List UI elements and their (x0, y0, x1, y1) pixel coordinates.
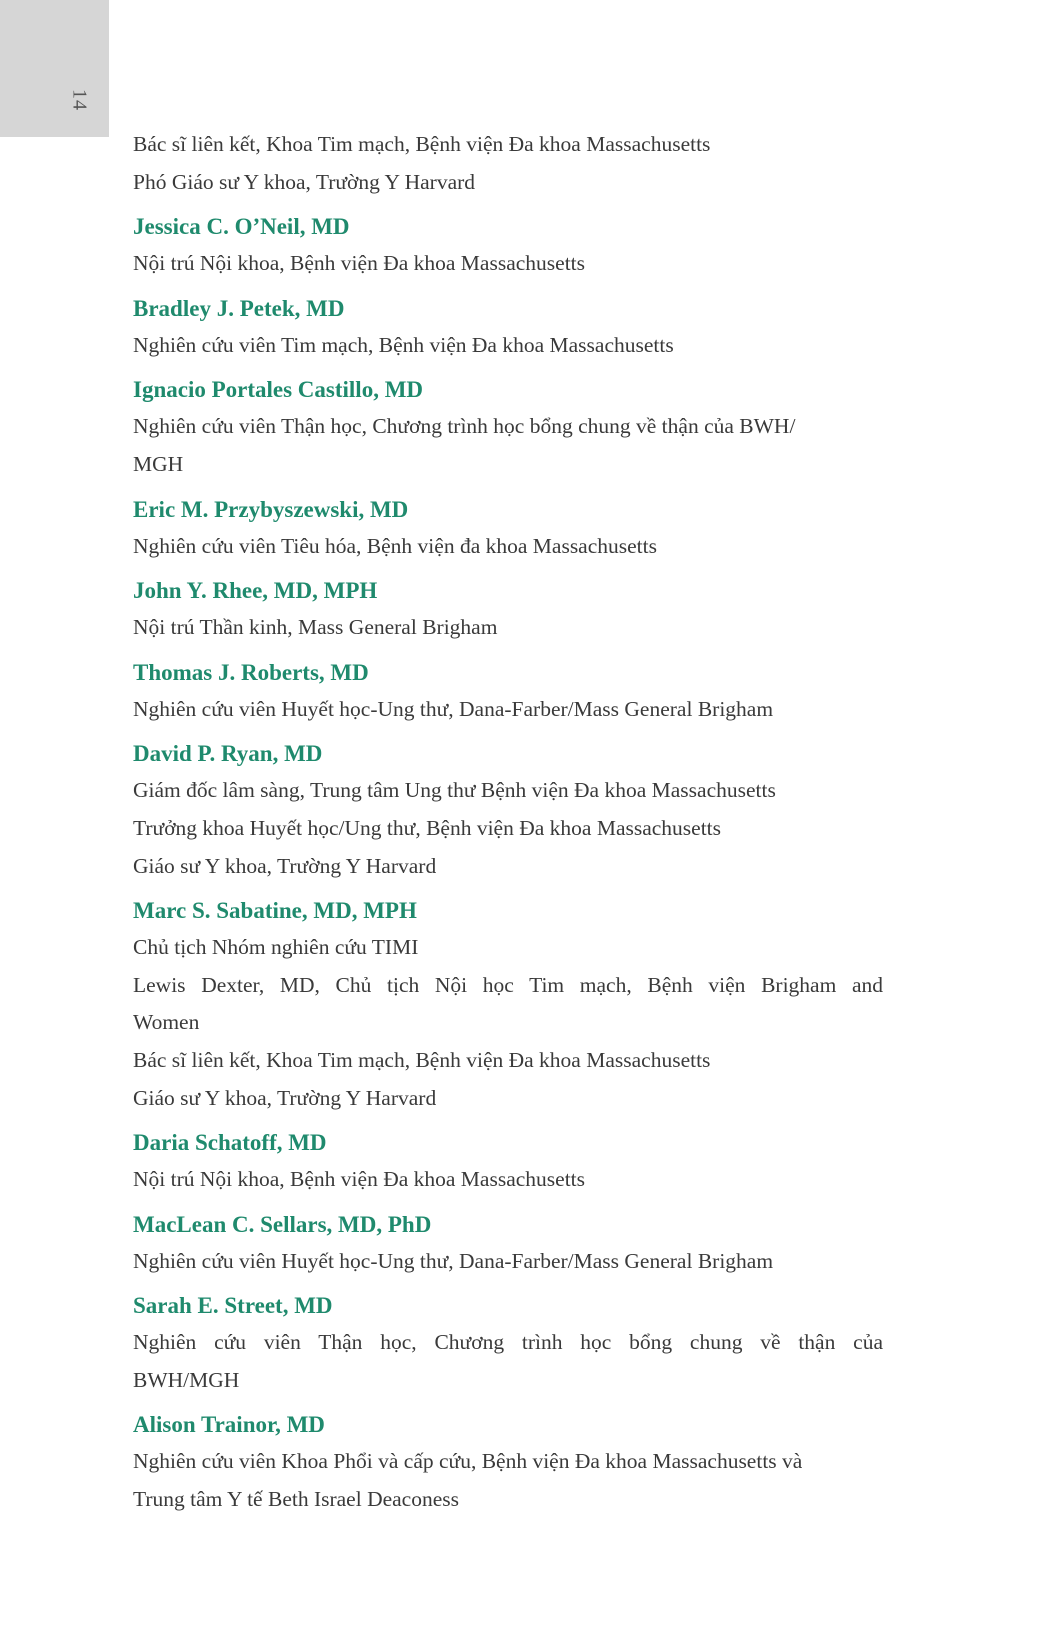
contributor-affiliation: Giáo sư Y khoa, Trường Y Harvard (133, 853, 437, 878)
contributor-affiliation: Nghiên cứu viên Huyết học-Ung thư, Dana-Farber/Mass General Brigham (133, 696, 774, 721)
contributor-affiliation: Trưởng khoa Huyết học/Ung thư, Bệnh viện Đa khoa Massachusetts (133, 815, 722, 840)
contributor-name: Sarah E. Street, MD (133, 1293, 333, 1319)
lead-line: Bác sĩ liên kết, Khoa Tim mạch, Bệnh viện Đa khoa Massachusetts (133, 132, 711, 156)
contributor-affiliation: Nghiên cứu viên Tiêu hóa, Bệnh viện đa khoa Massachusetts (133, 533, 657, 558)
contributor-affiliation: Nghiên cứu viên Thận học, Chương trình học bổng chung về thận của (133, 1330, 883, 1355)
contributor-affiliation: Women (133, 1010, 200, 1035)
page-number-tab (0, 0, 109, 137)
contributor-name: Eric M. Przybyszewski, MD (133, 496, 409, 522)
contributor-name: Daria Schatoff, MD (133, 1130, 327, 1156)
contributor-name: Thomas J. Roberts, MD (133, 659, 369, 685)
contributor-name: MacLean C. Sellars, MD, PhD (133, 1211, 432, 1237)
contributor-name: Alison Trainor, MD (133, 1412, 325, 1438)
contributor-affiliation: Trung tâm Y tế Beth Israel Deaconess (133, 1487, 460, 1512)
contributor-name: Bradley J. Petek, MD (133, 295, 345, 321)
contributor-affiliation: Giám đốc lâm sàng, Trung tâm Ung thư Bệnh viện Đa khoa Massachusetts (133, 778, 776, 803)
contributor-name: David P. Ryan, MD (133, 741, 323, 767)
contributor-affiliation: Giáo sư Y khoa, Trường Y Harvard (133, 1085, 437, 1110)
lead-line: Phó Giáo sư Y khoa, Trường Y Harvard (133, 169, 476, 194)
contributor-affiliation: Nội trú Nội khoa, Bệnh viện Đa khoa Massachusetts (133, 1167, 586, 1192)
contributor-name: Marc S. Sabatine, MD, MPH (133, 898, 417, 924)
contributor-name: Jessica C. O’Neil, MD (133, 214, 350, 240)
contributor-affiliation: Nội trú Nội khoa, Bệnh viện Đa khoa Massachusetts (133, 251, 586, 276)
page-number: 14 (68, 89, 91, 111)
contributor-affiliation: Nghiên cứu viên Tim mạch, Bệnh viện Đa khoa Massachusetts (133, 332, 674, 357)
contributor-affiliation: BWH/MGH (133, 1367, 240, 1392)
contributor-affiliation: MGH (133, 451, 184, 476)
contributor-name: Ignacio Portales Castillo, MD (133, 377, 424, 403)
contributor-affiliation: Nghiên cứu viên Huyết học-Ung thư, Dana-Farber/Mass General Brigham (133, 1248, 774, 1273)
contributor-list (133, 126, 883, 1519)
contributor-affiliation: Nghiên cứu viên Thận học, Chương trình học bổng chung về thận của BWH/ (133, 414, 796, 439)
contributor-affiliation: Nghiên cứu viên Khoa Phổi và cấp cứu, Bệnh viện Đa khoa Massachusetts và (133, 1449, 803, 1474)
contributor-affiliation: Nội trú Thần kinh, Mass General Brigham (133, 615, 498, 640)
contributor-name: John Y. Rhee, MD, MPH (133, 578, 378, 604)
contributor-affiliation: Lewis Dexter, MD, Chủ tịch Nội học Tim mạch, Bệnh viện Brigham and (133, 972, 883, 997)
contributor-affiliation: Chủ tịch Nhóm nghiên cứu TIMI (133, 935, 419, 960)
contributor-affiliation: Bác sĩ liên kết, Khoa Tim mạch, Bệnh viện Đa khoa Massachusetts (133, 1047, 711, 1072)
